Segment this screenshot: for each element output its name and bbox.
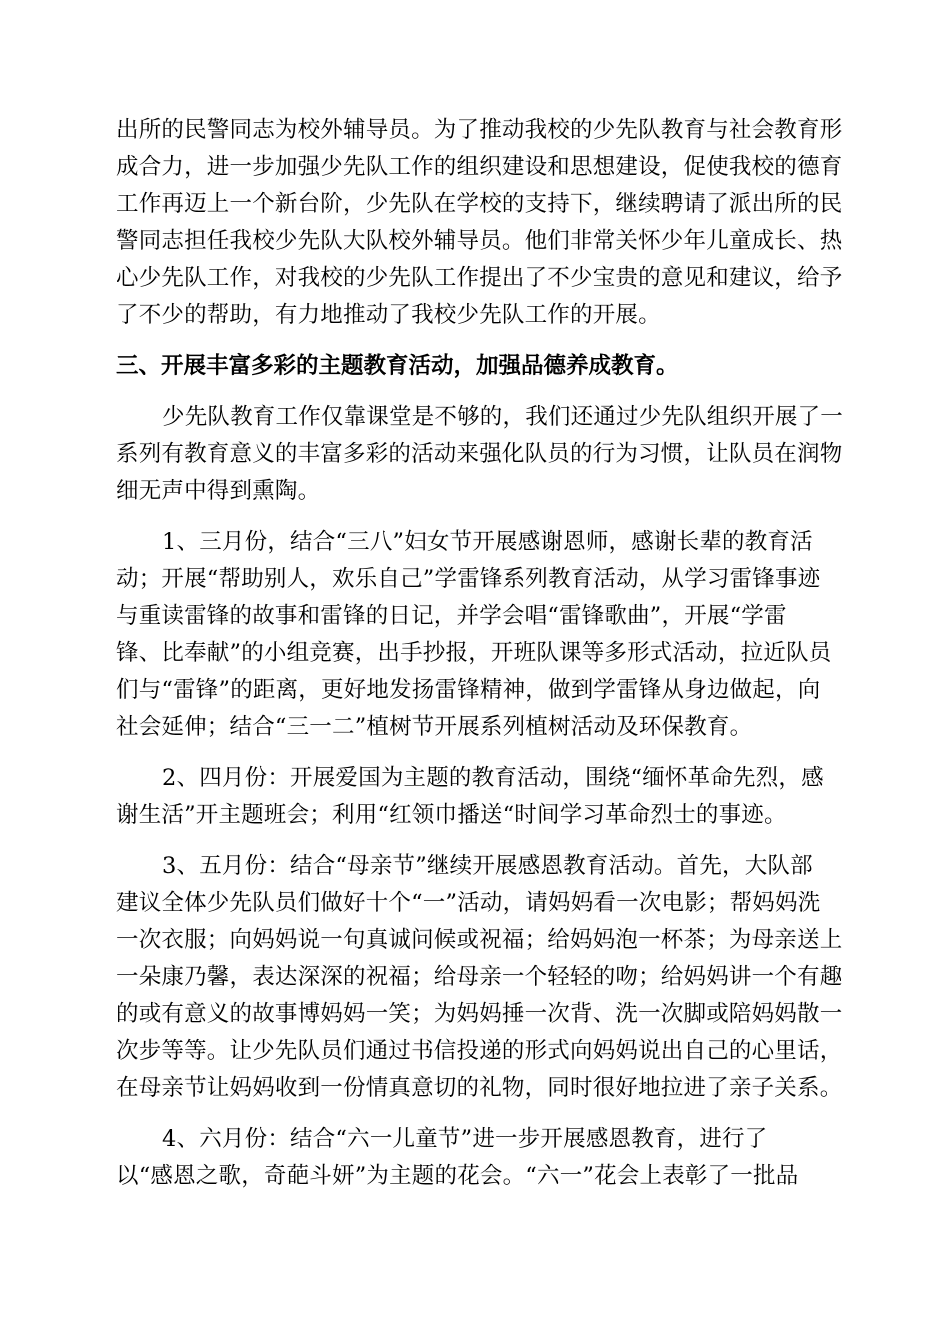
text-line: 4、六月份：结合“六一儿童节”进一步开展感恩教育，进行了 xyxy=(162,1126,768,1152)
section-heading-text: 三、开展丰富多彩的主题教育活动，加强品德养成教育。 xyxy=(116,353,679,379)
text-line: 以“感恩之歌，奇葩斗妍”为主题的花会。“六一”花会上表彰了一批品 xyxy=(116,1163,799,1189)
text-line: 出所的民警同志为校外辅导员。为了推动我校的少先队教育与社会教育形 xyxy=(116,117,843,143)
text-line: 谢生活”开主题班会；利用“红领巾播送“时间学习革命烈士的事迹。 xyxy=(116,802,787,828)
text-line: 成合力，进一步加强少先队工作的组织建设和思想建设，促使我校的德育 xyxy=(116,154,843,180)
document-page xyxy=(116,112,844,1195)
text-line: 锋、比奉献”的小组竞赛，出手抄报，开班队课等多形式活动，拉近队员 xyxy=(116,640,832,666)
text-line: 动；开展“帮助别人，欢乐自己”学雷锋系列教育活动，从学习雷锋事迹 xyxy=(116,566,821,592)
paragraph-intro xyxy=(116,399,844,510)
text-line: 们与“雷锋”的距离，更好地发扬雷锋精神，做到学雷锋从身边做起，向 xyxy=(116,677,821,703)
text-line: 心少先队工作，对我校的少先队工作提出了不少宝贵的意见和建议，给予 xyxy=(116,265,843,291)
text-line: 警同志担任我校少先队大队校外辅导员。他们非常关怀少年儿童成长、热 xyxy=(116,228,843,254)
section-heading xyxy=(116,348,830,385)
text-line: 社会延伸；结合“三一二”植树节开展系列植树活动及环保教育。 xyxy=(116,714,753,740)
text-line: 在母亲节让妈妈收到一份情真意切的礼物，同时很好地拉进了亲子关系。 xyxy=(116,1075,843,1101)
text-line: 2、四月份：开展爱国为主题的教育活动，围绕“缅怀革命先烈，感 xyxy=(162,765,824,791)
paragraph-june xyxy=(116,1121,830,1195)
text-line: 1、三月份，结合“三八”妇女节开展感谢恩师，感谢长辈的教育活 xyxy=(162,529,813,555)
text-line: 系列有教育意义的丰富多彩的活动来强化队员的行为习惯，让队员在润物 xyxy=(116,441,843,467)
text-line: 3、五月份：结合“母亲节”继续开展感恩教育活动。首先，大队部 xyxy=(162,853,813,879)
text-line: 与重读雷锋的故事和雷锋的日记，并学会唱“雷锋歌曲”，开展“学雷 xyxy=(116,603,787,629)
text-line: 细无声中得到熏陶。 xyxy=(116,478,321,504)
text-line: 次步等等。让少先队员们通过书信投递的形式向妈妈说出自己的心里话， xyxy=(116,1038,843,1064)
paragraph-may xyxy=(116,848,843,1107)
text-line: 建议全体少先队员们做好十个“一”活动，请妈妈看一次电影；帮妈妈洗 xyxy=(116,890,821,916)
paragraph-march xyxy=(116,524,830,746)
text-line: 少先队教育工作仅靠课堂是不够的，我们还通过少先队组织开展了一 xyxy=(162,404,844,430)
text-line: 工作再迈上一个新台阶，少先队在学校的支持下，继续聘请了派出所的民 xyxy=(116,191,843,217)
text-line: 一朵康乃馨，表达深深的祝福；给母亲一个轻轻的吻；给妈妈讲一个有趣 xyxy=(116,964,843,990)
text-line: 一次衣服；向妈妈说一句真诚问候或祝福；给妈妈泡一杯茶；为母亲送上 xyxy=(116,927,843,953)
paragraph-continuation xyxy=(116,112,843,334)
paragraph-april xyxy=(116,760,830,834)
text-line: 的或有意义的故事博妈妈一笑；为妈妈捶一次背、洗一次脚或陪妈妈散一 xyxy=(116,1001,843,1027)
text-line: 了不少的帮助，有力地推动了我校少先队工作的开展。 xyxy=(116,302,661,328)
